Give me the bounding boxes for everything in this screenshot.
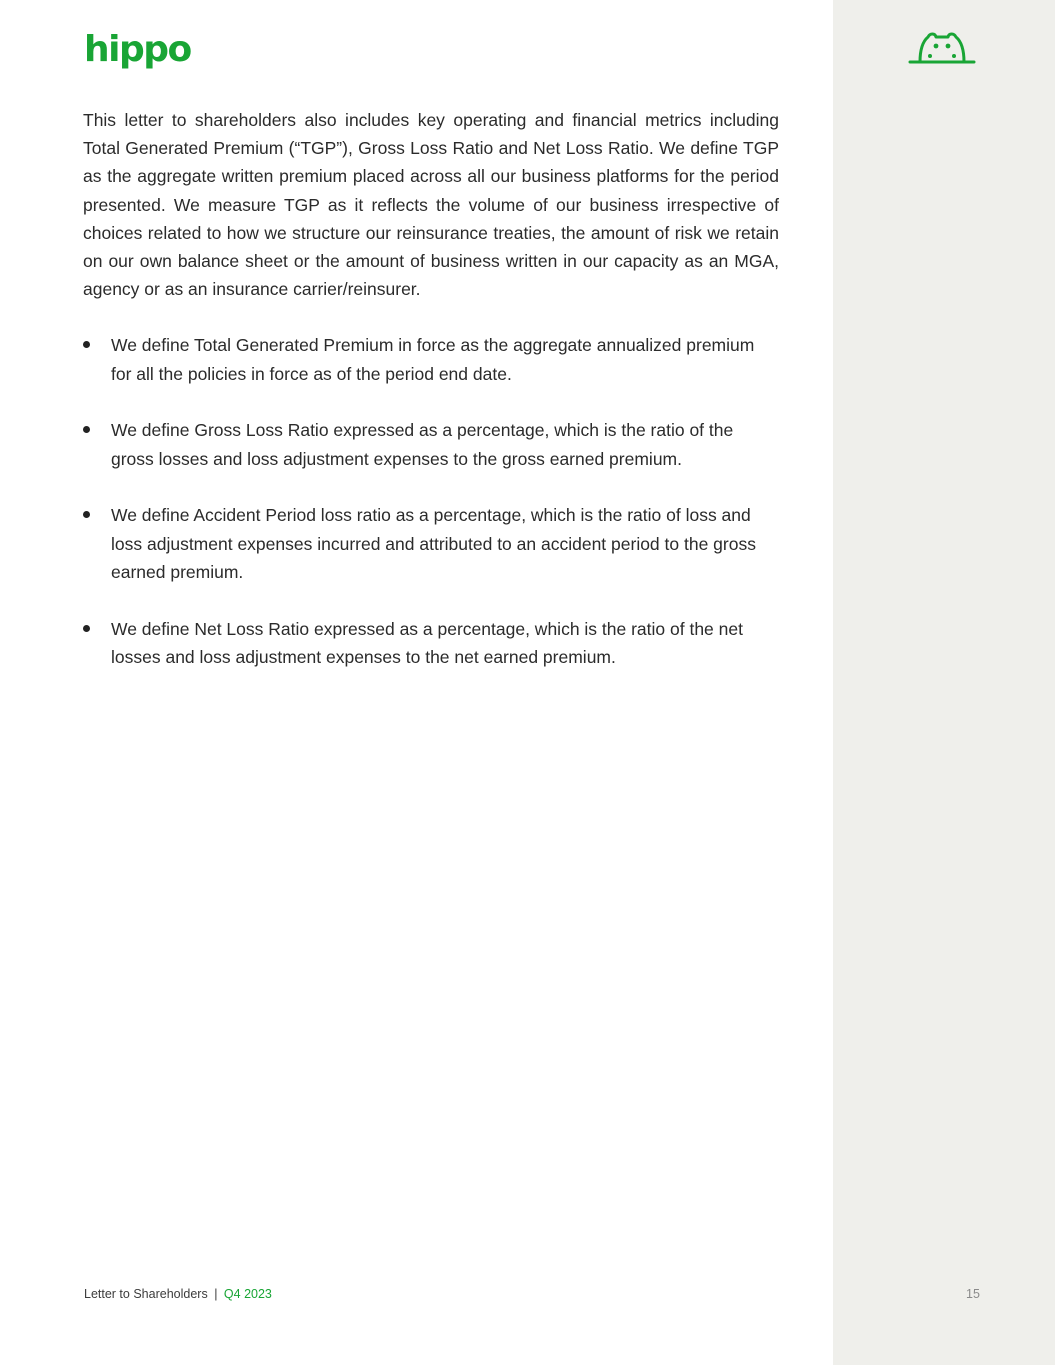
bullet-icon [83,341,90,348]
list-item-text: We define Net Loss Ratio expressed as a percentage, which is the ratio of the net losses and loss adjustment expenses to the net earned premium. [111,618,743,667]
bullet-icon [83,625,90,632]
definitions-list [83,331,779,671]
list-item [83,615,779,671]
list-item-text: We define Accident Period loss ratio as a percentage, which is the ratio of loss and loss adjustment expenses incurred and attributed to an accident period to the gross earned premium. [111,505,756,582]
main-content [83,106,779,700]
footer-period: Q4 2023 [223,1287,272,1301]
list-item-text: We define Gross Loss Ratio expressed as a percentage, which is the ratio of the gross losses and loss adjustment expenses to the gross earned premium. [111,420,734,469]
hippo-logo: hippo [84,29,191,70]
footer [84,1287,272,1301]
list-item [83,501,779,586]
list-item-text: We define Total Generated Premium in force as the aggregate annualized premium for all the policies in force as of the period end date. [111,335,755,384]
list-item [83,416,779,472]
intro-paragraph: This letter to shareholders also includes key operating and financial metrics including Total Generated Premium (“TGP”), Gross Loss Ratio and Net Loss Ratio. We define TGP as the aggregate written premium placed across all our business platforms for the period presented. We measure TGP as it reflects the volume of our business irrespective of choices related to how we structure our reinsurance treaties, the amount of risk we retain on our own balance sheet or the amount of business written in our capacity as an MGA, agency or as an insurance carrier/reinsurer. [83,110,779,300]
bullet-icon [83,426,90,433]
right-sidebar-panel [833,0,1055,1365]
footer-separator: | [214,1287,218,1301]
list-item [83,331,779,387]
bullet-icon [83,511,90,518]
hippo-mascot-icon [908,28,976,66]
page-number: 15 [966,1287,980,1301]
footer-title: Letter to Shareholders [84,1287,208,1301]
